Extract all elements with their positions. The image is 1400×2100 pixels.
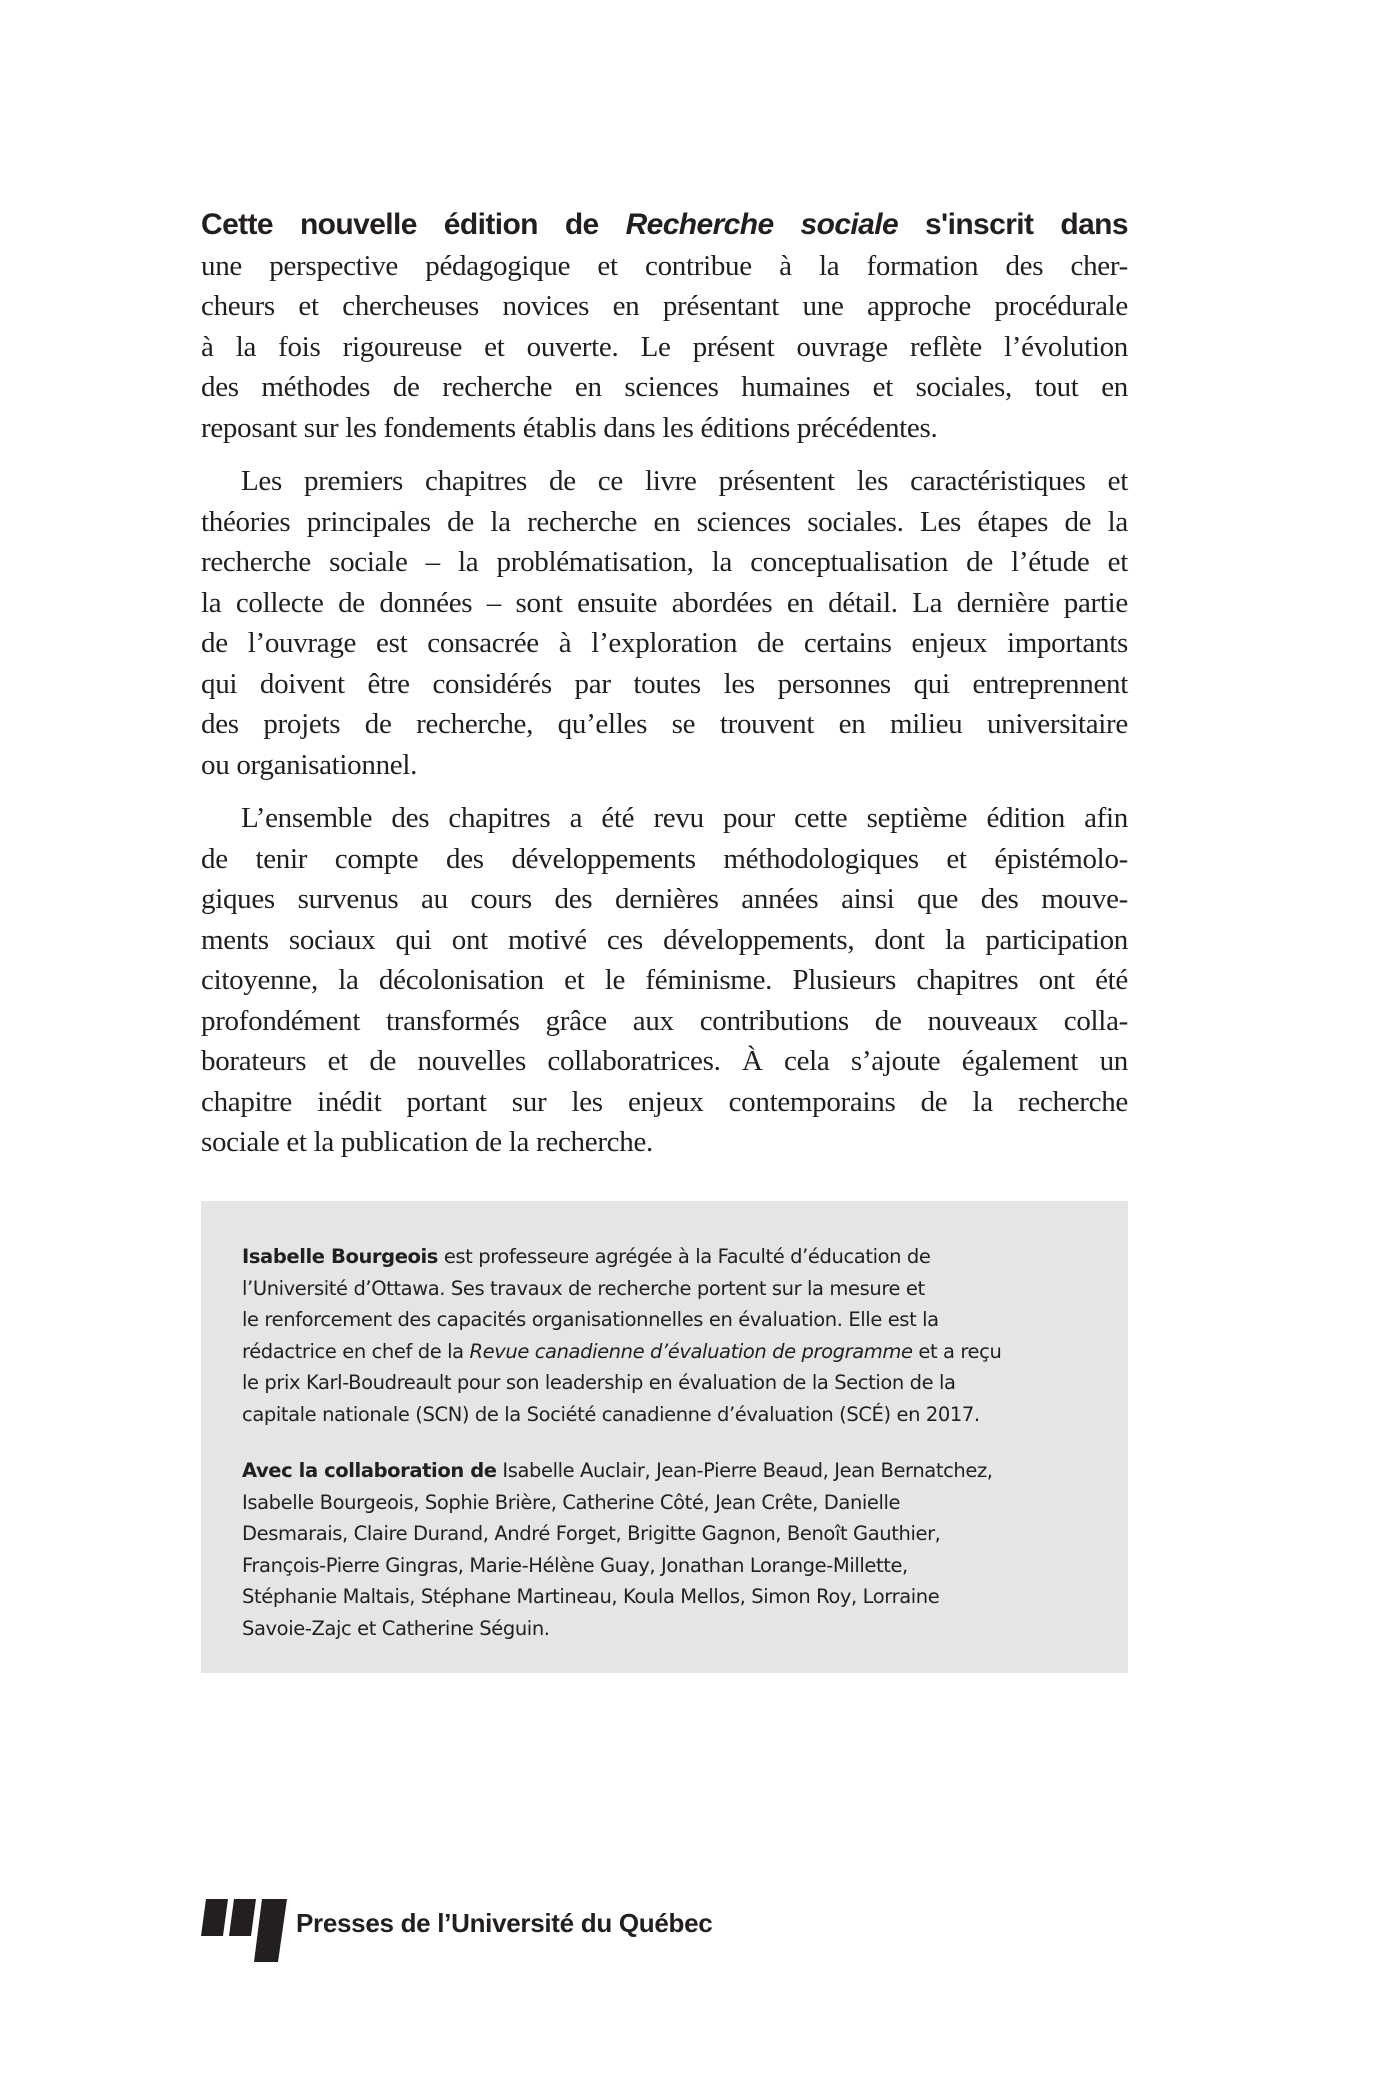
journal-title: Revue canadienne d’évaluation de programme — [469, 1339, 913, 1363]
text-line: profondément transformés grâce aux contributions de nouveaux colla- — [201, 1004, 1128, 1037]
bio-line: capitale nationale (SCN) de la Société canadienne d’évaluation (SCÉ) en 2017. — [242, 1402, 980, 1426]
paragraph-1 — [201, 205, 1128, 448]
author-name: Isabelle Bourgeois — [242, 1245, 439, 1268]
paragraph-2 — [201, 461, 1128, 785]
lead-bold: Cette nouvelle édition de — [201, 208, 626, 241]
text-line: giques survenus au cours des dernières années ainsi que des mouve- — [201, 883, 1128, 915]
puq-logo-icon — [201, 1897, 291, 1963]
text-line: qui doivent être considérés par toutes les personnes qui entreprennent — [201, 667, 1128, 700]
publisher-name: Presses de l’Université du Québec — [296, 1908, 713, 1938]
lead-bold-end: s'inscrit dans — [898, 208, 1128, 241]
bio-text: rédactrice en chef de la — [242, 1339, 470, 1363]
text-line: des méthodes de recherche en sciences humaines et sociales, tout en — [201, 371, 1128, 403]
collab-line: Isabelle Bourgeois, Sophie Brière, Catherine Côté, Jean Crête, Danielle — [242, 1490, 901, 1514]
collab-line: Stéphanie Maltais, Stéphane Martineau, Koula Mellos, Simon Roy, Lorraine — [242, 1585, 940, 1608]
back-cover-description — [201, 205, 1128, 1176]
book-title: Recherche sociale — [625, 208, 899, 241]
lead-line — [201, 205, 1128, 246]
collab-line: Desmarais, Claire Durand, André Forget, Brigitte Gagnon, Benoît Gauthier, — [242, 1522, 941, 1545]
text-line: de tenir compte des développements méthodologiques et épistémolo- — [201, 842, 1128, 875]
bio-line: le renforcement des capacités organisationnelles en évaluation. Elle est la — [242, 1308, 939, 1331]
bio-text: et a reçu — [912, 1339, 1002, 1363]
text-line: citoyenne, la décolonisation et le féminisme. Plusieurs chapitres ont été — [201, 964, 1128, 996]
text-line: des projets de recherche, qu’elles se trouvent en milieu universitaire — [201, 708, 1128, 740]
collab-text: Isabelle Auclair, Jean-Pierre Beaud, Jean Bernatchez, — [496, 1459, 993, 1482]
text-line: recherche sociale – la problématisation, la conceptualisation de l’étude et — [201, 546, 1128, 578]
collab-line: Savoie-Zajc et Catherine Séguin. — [242, 1616, 550, 1640]
text-line: chapitre inédit portant sur les enjeux contemporains de la recherche — [201, 1085, 1128, 1118]
text-line: L’ensemble des chapitres a été revu pour cette septième édition afin — [241, 802, 1128, 834]
text-line: la collecte de données – sont ensuite abordées en détail. La dernière partie — [201, 586, 1128, 619]
text-line: une perspective pédagogique et contribue à la formation des cher- — [201, 249, 1128, 282]
bio-line — [242, 1336, 1092, 1368]
bio-text: est professeure agrégée à la Faculté d’éducation de — [438, 1245, 931, 1268]
text-line: de l’ouvrage est consacrée à l’exploration de certains enjeux importants — [201, 627, 1128, 659]
bio-line: l’Université d’Ottawa. Ses travaux de recherche portent sur la mesure et — [242, 1276, 925, 1300]
paragraph-3 — [201, 798, 1128, 1163]
text-line: sociale et la publication de la recherche. — [201, 1126, 653, 1158]
text-line: à la fois rigoureuse et ouverte. Le présent ouvrage reflète l’évolution — [201, 330, 1128, 363]
text-line: reposant sur les fondements établis dans les éditions précédentes. — [201, 411, 938, 444]
text-line: Les premiers chapitres de ce livre présentent les caractéristiques et — [241, 465, 1128, 497]
author-info-box — [201, 1201, 1128, 1673]
text-line: théories principales de la recherche en sciences sociales. Les étapes de la — [201, 505, 1128, 538]
text-line: ou organisationnel. — [201, 748, 418, 781]
collab-label: Avec la collaboration de — [242, 1459, 497, 1482]
collab-line: François-Pierre Gingras, Marie-Hélène Guay, Jonathan Lorange-Millette, — [242, 1553, 908, 1577]
bio-line: le prix Karl-Boudreault pour son leadership en évaluation de la Section de la — [242, 1371, 956, 1394]
collab-line — [242, 1455, 1092, 1487]
text-line: ments sociaux qui ont motivé ces développements, dont la participation — [201, 923, 1128, 956]
text-line: borateurs et de nouvelles collaboratrices. À cela s’ajoute également un — [201, 1045, 1128, 1077]
bio-line — [242, 1241, 1092, 1273]
text-line: cheurs et chercheuses novices en présentant une approche procédurale — [201, 290, 1128, 322]
